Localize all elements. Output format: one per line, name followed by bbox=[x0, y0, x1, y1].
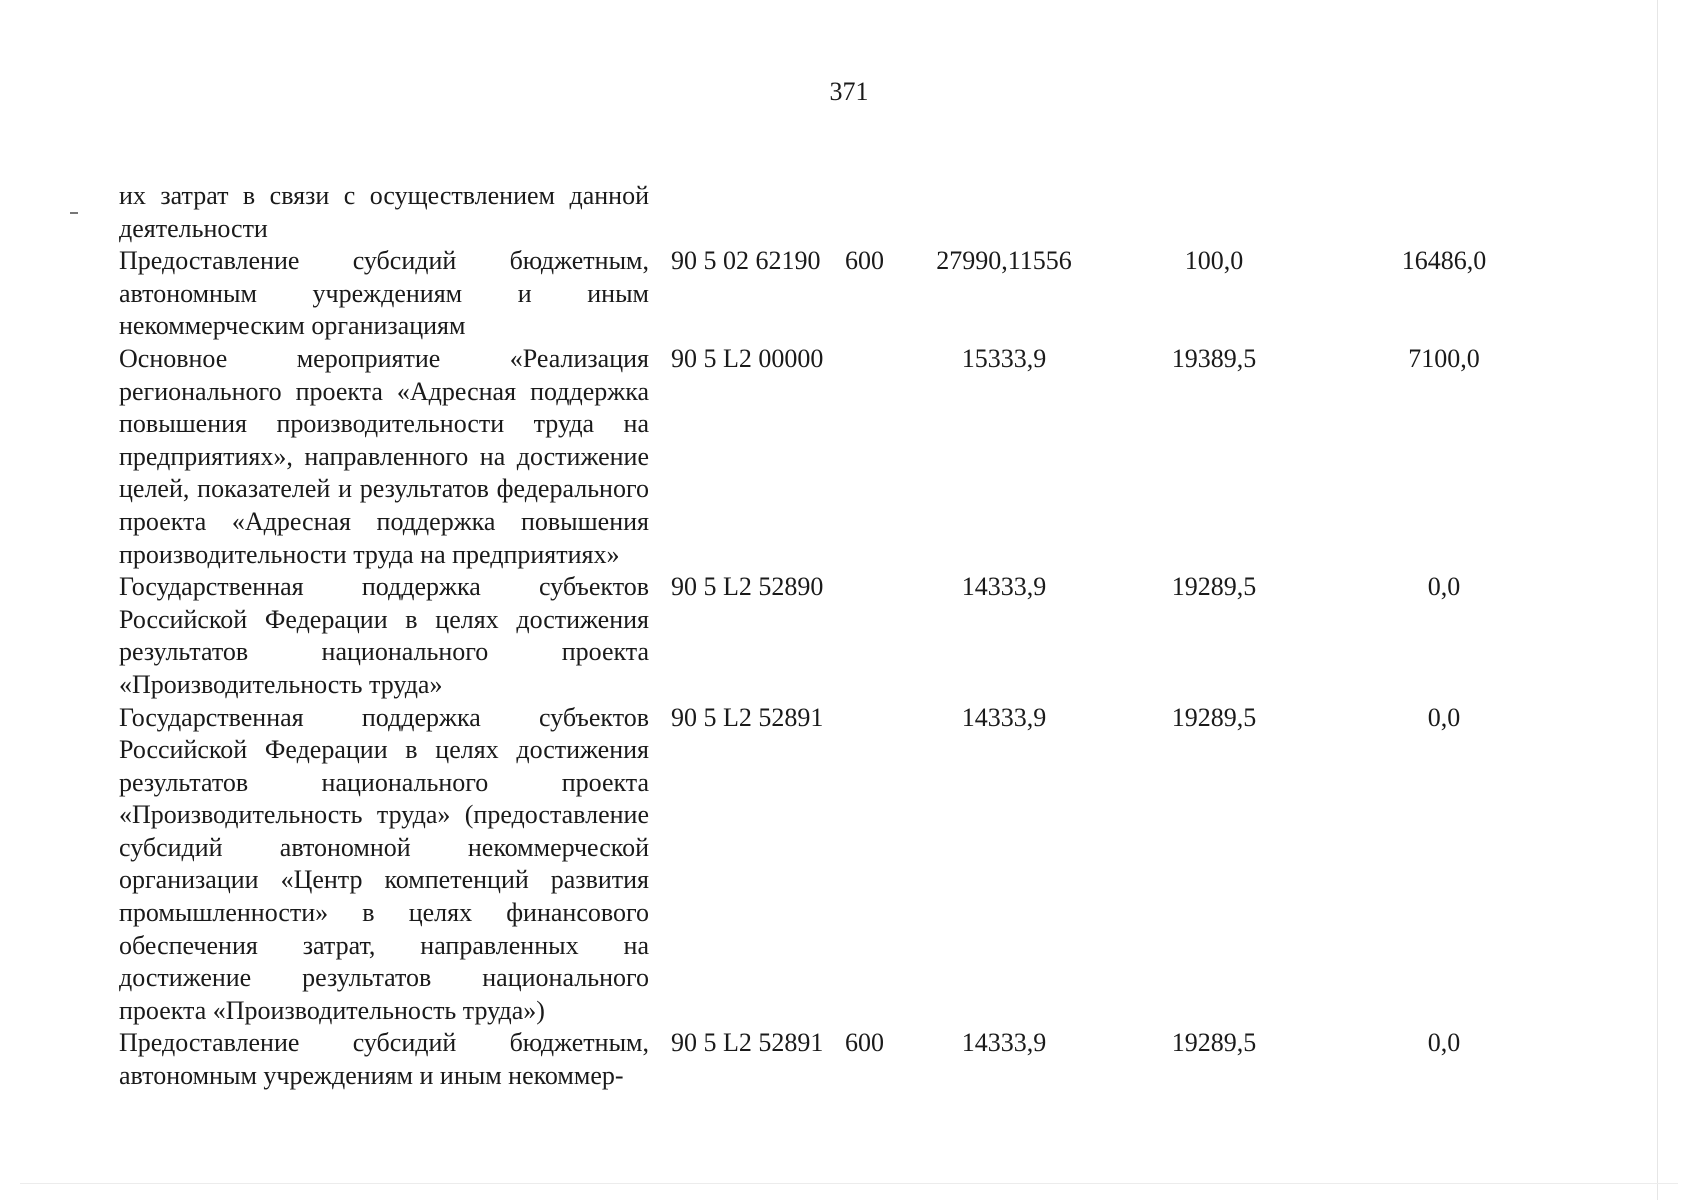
row-code: 90 5 L2 52890 bbox=[671, 572, 824, 602]
scan-bottom-line bbox=[20, 1183, 1678, 1184]
table-row bbox=[119, 702, 1579, 1028]
row-value-2: 19289,5 bbox=[1171, 572, 1257, 602]
scan-mark bbox=[70, 212, 78, 214]
table-row bbox=[119, 343, 1579, 571]
row-code: 90 5 02 62190 bbox=[671, 246, 821, 276]
table-row bbox=[119, 180, 1579, 245]
page-number: 371 bbox=[829, 77, 869, 106]
scan-edge-line bbox=[1657, 0, 1658, 1200]
row-code: 90 5 L2 52891 bbox=[671, 702, 824, 732]
row-value-3: 0,0 bbox=[1427, 702, 1461, 732]
row-value-3: 16486,0 bbox=[1401, 246, 1487, 276]
row-code: 90 5 L2 00000 bbox=[671, 343, 824, 373]
row-value-2: 19289,5 bbox=[1171, 1028, 1257, 1058]
row-expense-type: 600 bbox=[845, 1028, 884, 1058]
row-description: Основное мероприятие «Реализация регионального проекта «Адресная поддержка повышения производительности труда на предприятиях», направленного на достижение целей, показателей и результатов федерального проекта «Адресная поддержка повышения производительности труда на предприятиях» bbox=[119, 343, 649, 569]
row-value-3: 0,0 bbox=[1427, 572, 1461, 602]
budget-table bbox=[119, 180, 1579, 1093]
row-value-1: 14333,9 bbox=[961, 572, 1047, 602]
row-description: их затрат в связи с осуществлением данной деятельности bbox=[119, 181, 649, 243]
row-value-2: 19389,5 bbox=[1171, 343, 1257, 373]
row-value-1: 14333,9 bbox=[961, 702, 1047, 732]
row-value-1: 27990,11556 bbox=[936, 246, 1072, 276]
row-value-3: 7100,0 bbox=[1408, 343, 1480, 373]
row-description: Государственная поддержка субъектов Российской Федерации в целях достижения результатов национального проекта «Производительность труда» bbox=[119, 572, 649, 699]
row-description: Государственная поддержка субъектов Российской Федерации в целях достижения результатов национального проекта «Производительность труда» (предоставление субсидий автономной некоммерческой организации «Центр компетенций развития промышленности» в целях финансового обеспечения затрат, направленных на достижение результатов национального проекта «Производительность труда») bbox=[119, 702, 649, 1025]
row-description: Предоставление субсидий бюджетным, автономным учреждениям и иным некоммерческим организациям bbox=[119, 246, 649, 341]
row-value-2: 100,0 bbox=[1184, 246, 1244, 276]
table-row bbox=[119, 1027, 1579, 1092]
row-code: 90 5 L2 52891 bbox=[671, 1028, 824, 1058]
row-value-1: 15333,9 bbox=[961, 343, 1047, 373]
row-expense-type: 600 bbox=[845, 246, 884, 276]
row-value-3: 0,0 bbox=[1427, 1028, 1461, 1058]
row-value-2: 19289,5 bbox=[1171, 702, 1257, 732]
row-value-1: 14333,9 bbox=[961, 1028, 1047, 1058]
row-description: Предоставление субсидий бюджетным, автономным учреждениям и иным некоммер- bbox=[119, 1028, 649, 1091]
table-row bbox=[119, 571, 1579, 701]
table-row bbox=[119, 245, 1579, 343]
